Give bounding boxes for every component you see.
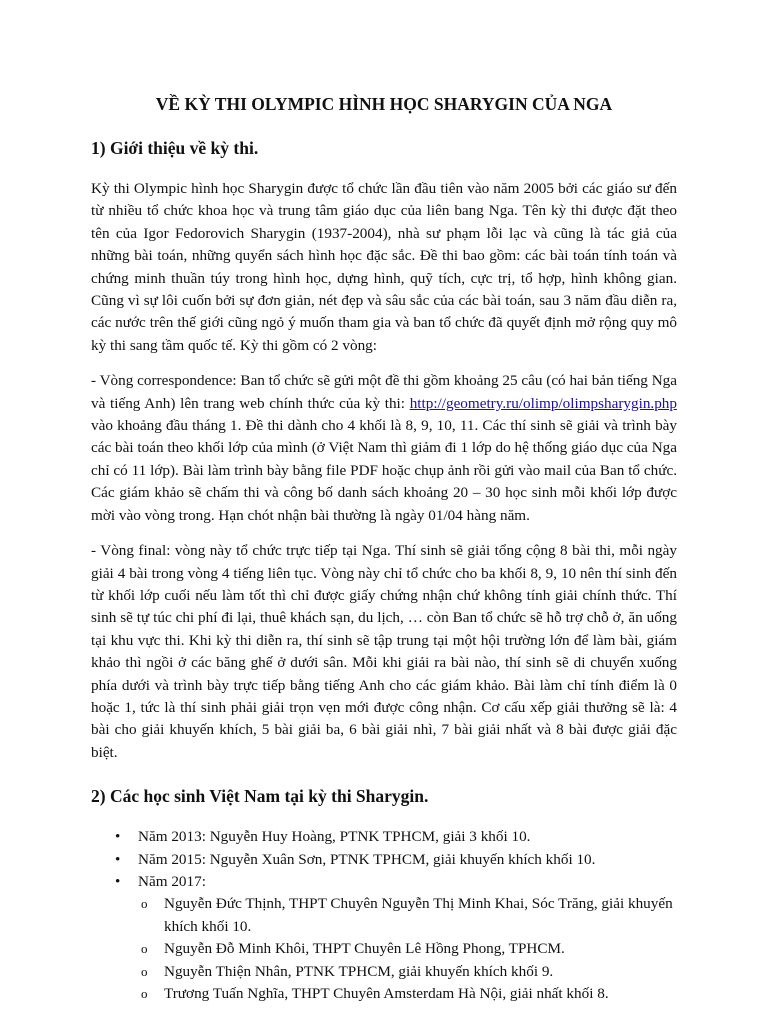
student-list: [91, 826, 677, 1005]
correspondence-round-text: - Vòng correspondence: Ban tổ chức sẽ gửi một đề thi gồm khoảng 25 câu (có hai bản tiếng Nga và tiếng Anh) lên trang web chính thức của kỳ thi:: [91, 372, 677, 412]
section-heading-vietnamese-students: 2) Các học sinh Việt Nam tại kỳ thi Sharygin.: [91, 786, 429, 807]
sublist-item: o Nguyễn Thiện Nhân, PTNK TPHCM, giải khuyến khích khối 9.: [164, 961, 677, 983]
list-item-2017-label: Năm 2017:: [138, 872, 206, 890]
final-round-paragraph: - Vòng final: vòng này tổ chức trực tiếp tại Nga. Thí sinh sẽ giải tổng cộng 8 bài thi, mỗi ngày giải 4 bài trong vòng 4 tiếng liên tục. Vòng này chỉ tổ chức cho ba khối 8, 9, 10 nên thí sinh đến từ khối lớp cuối nếu làm tốt thì chỉ được giấy chứng nhận chứ không tính giải chính thức. Thí sinh sẽ tự túc chi phí đi lại, thuê khách sạn, du lịch, … còn Ban tổ chức sẽ hỗ trợ chỗ ở, ăn uống tại khu vực thi. Khi kỳ thi diễn ra, thí sinh sẽ tập trung tại một hội trường lớn để làm bài, giám khảo thì ngồi ở các băng ghế ở dưới sân. Mỗi khi giải ra bài nào, thí sinh sẽ di chuyển xuống phía dưới và trình bày trực tiếp bằng tiếng Anh cho các giám khảo. Bài làm chỉ tính điểm là 0 hoặc 1, tức là thí sinh phải giải trọn vẹn mới được công nhận. Cơ cấu xếp giải thưởng sẽ là: 4 bài cho giải khuyến khích, 5 bài giải ba, 6 bài giải nhì, 7 bài giải nhất và 8 bài được giải đặc biệt.: [91, 542, 677, 761]
sublist-item: o Nguyễn Đỗ Minh Khôi, THPT Chuyên Lê Hồng Phong, TPHCM.: [164, 938, 677, 960]
sublist-item: o Nguyễn Đức Thịnh, THPT Chuyên Nguyễn Thị Minh Khai, Sóc Trăng, giải khuyến khích khối 10.: [164, 893, 677, 938]
correspondence-round-paragraph: [91, 370, 677, 527]
intro-paragraph: Kỳ thi Olympic hình học Sharygin được tổ chức lần đầu tiên vào năm 2005 bởi các giáo sư đến từ nhiều tổ chức khoa học và trung tâm giáo dục của liên bang Nga. Tên kỳ thi được đặt theo tên của Igor Fedorovich Sharygin (1937-2004), nhà sư phạm lỗi lạc và cũng là tác giả của những bài toán, những quyển sách hình học đặc sắc. Đề thi bao gồm: các bài toán tính toán và chứng minh thuần túy trong hình học, dựng hình, quỹ tích, cực trị, tổ hợp, hình không gian. Cũng vì sự lôi cuốn bởi sự đơn giản, nét đẹp và sâu sắc của các bài toán, sau 3 năm đầu diễn ra, các nước trên thế giới cũng ngỏ ý muốn tham gia và ban tổ chức đã quyết định mở rộng quy mô kỳ thi sang tầm quốc tế. Kỳ thi gồm có 2 vòng:: [91, 180, 677, 354]
section-heading-introduction: 1) Giới thiệu về kỳ thi.: [91, 138, 259, 158]
list-item-2017: [138, 871, 677, 1005]
list-item-2015: • Năm 2015: Nguyễn Xuân Sơn, PTNK TPHCM, giải khuyến khích khối 10.: [138, 849, 677, 871]
student-sublist-2017: [138, 893, 677, 1005]
olympiad-website-link[interactable]: http://geometry.ru/olimp/olimpsharygin.php: [409, 394, 677, 412]
document-title: VỀ KỲ THI OLYMPIC HÌNH HỌC SHARYGIN CỦA NGA: [155, 94, 613, 114]
sublist-item: o Trương Tuấn Nghĩa, THPT Chuyên Amsterdam Hà Nội, giải nhất khối 8.: [164, 983, 677, 1005]
correspondence-round-text-continued: vào khoảng đầu tháng 1. Đề thi dành cho 4 khối là 8, 9, 10, 11. Các thí sinh sẽ giải và trình bày các bài toán theo khối lớp của mình (ở Việt Nam thì giảm đi 1 lớp do hệ thống giáo dục của Nga chỉ có 11 lớp). Bài làm trình bày bằng file PDF hoặc chụp ảnh rồi gửi vào mail của Ban tổ chức. Các giám khảo sẽ chấm thi và công bố danh sách khoảng 20 – 30 học sinh mỗi khối lớp được mời vào vòng trong. Hạn chót nhận bài thường là ngày 01/04 hàng năm.: [91, 417, 677, 524]
list-item-2013: • Năm 2013: Nguyễn Huy Hoàng, PTNK TPHCM, giải 3 khối 10.: [138, 826, 677, 848]
